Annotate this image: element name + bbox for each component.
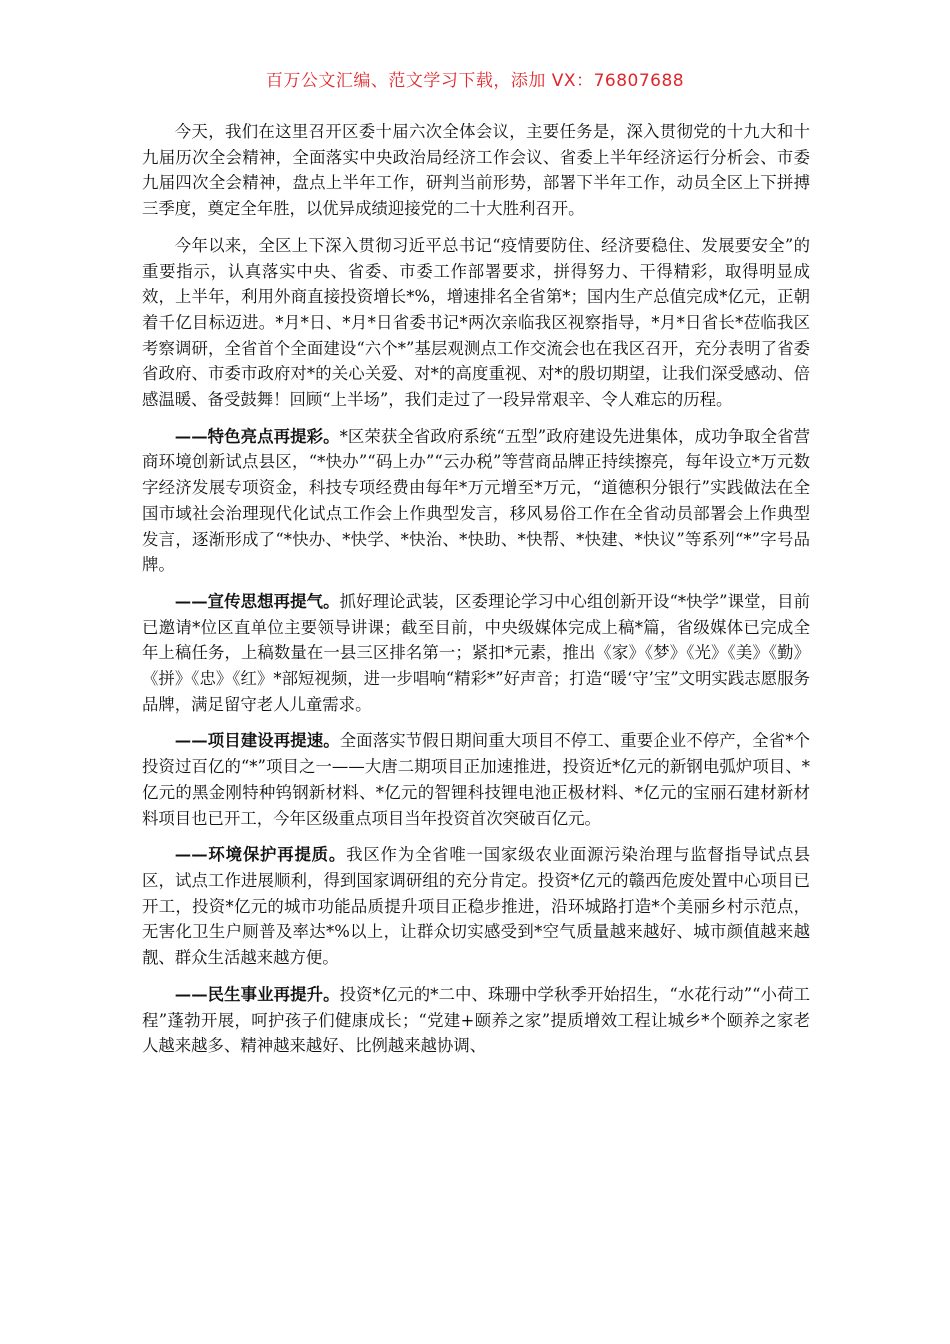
paragraph-7 — [142, 982, 810, 1059]
paragraph-text: 我区作为全省唯一国家级农业面源污染治理与监督指导试点县区，试点工作进展顺利，得到国家调研组的充分肯定。投资*亿元的赣西危废处置中心项目已开工，投资*亿元的城市功能品质提升项目正稳步推进，沿环城路打造*个美丽乡村示范点，无害化卫生户厕普及率达*%以上，让群众切实感受到*空气质量越来越好、城市颜值越来越靓、群众生活越来越方便。 — [142, 845, 811, 968]
page-header-watermark: 百万公文汇编、范文学习下载，添加 VX：76807688 — [265, 71, 685, 91]
paragraph-text: 今年以来，全区上下深入贯彻习近平总书记“疫情要防住、经济要稳住、发展要安全”的重要指示，认真落实中央、省委、市委工作部署要求，拼得努力、干得精彩，取得明显成效，上半年，利用外商直接投资增长*%，增速排名全省第*；国内生产总值完成*亿元，正朝着千亿目标迈进。*月*日、*月*日省委书记*两次亲临我区视察指导，*月*日省长*莅临我区考察调研，全省首个全面建设“六个*”基层观测点工作交流会也在我区召开，充分表明了省委省政府、市委市政府对*的关心关爱、对*的高度重视、对*的殷切期望，让我们深受感动、倍感温暖、备受鼓舞！回顾“上半场”，我们走过了一段异常艰辛、令人难忘的历程。 — [142, 235, 810, 410]
paragraph-lead: ——环境保护再提质。 — [174, 845, 347, 865]
paragraph-lead: ——项目建设再提速。 — [174, 731, 340, 751]
paragraph-text: 抓好理论武装，区委理论学习中心组创新开设“*快学”课堂，目前已邀请*位区直单位主要领导讲课；截至目前，中央级媒体完成上稿*篇，省级媒体已完成全年上稿任务，上稿数量在一县三区排名第一；紧扣*元素，推出《家》《梦》《光》《美》《勤》《拼》《忠》《红》*部短视频，进一步唱响“精彩*”好声音；打造“暖‘守’宝”文明实践志愿服务品牌，满足留守老人儿童需求。 — [142, 591, 811, 714]
paragraph-2 — [142, 233, 810, 413]
paragraph-6 — [142, 842, 810, 971]
paragraph-lead: ——宣传思想再提气。 — [174, 591, 340, 611]
paragraph-5 — [142, 728, 810, 831]
paragraph-text: 全面落实节假日期间重大项目不停工、重要企业不停产，全省*个投资过百亿的“*”项目之一——大唐二期项目正加速推进，投资近*亿元的新钢电弧炉项目、*亿元的黑金刚特种钨钢新材料、*亿元的智锂科技锂电池正极材料、*亿元的宝丽石建材新材料项目也已开工，今年区级重点项目当年投资首次突破百亿元。 — [142, 731, 810, 828]
paragraph-1 — [142, 119, 810, 222]
paragraph-text: 投资*亿元的*二中、珠珊中学秋季开始招生，“水花行动”“小荷工程”蓬勃开展，呵护孩子们健康成长；“党建+颐养之家”提质增效工程让城乡*个颐养之家老人越来越多、精神越来越好、比例越来越协调、 — [142, 984, 811, 1056]
paragraph-text: *区荣获全省政府系统“五型”政府建设先进集体，成功争取全省营商环境创新试点县区，“*快办”“码上办”“云办税”等营商品牌正持续擦亮，每年设立*万元数字经济发展专项资金，科技专项经费由每年*万元增至*万元，“道德积分银行”实践做法在全国市域社会治理现代化试点工作会上作典型发言，移风易俗工作在全省动员部署会上作典型发言，逐渐形成了“*快办、*快学、*快治、*快助、*快帮、*快建、*快议”等系列“*”字号品牌。 — [142, 426, 811, 575]
paragraph-text: 今天，我们在这里召开区委十届六次全体会议，主要任务是，深入贯彻党的十九大和十九届历次全会精神，全面落实中央政治局经济工作会议、省委上半年经济运行分析会、市委九届四次全会精神，盘点上半年工作，研判当前形势，部署下半年工作，动员全区上下拼搏三季度，奠定全年胜，以优异成绩迎接党的二十大胜利召开。 — [142, 122, 810, 219]
document-body — [142, 119, 810, 1070]
paragraph-3 — [142, 424, 810, 578]
paragraph-lead: ——特色亮点再提彩。 — [174, 426, 340, 446]
paragraph-4 — [142, 589, 810, 718]
paragraph-lead: ——民生事业再提升。 — [174, 984, 340, 1004]
